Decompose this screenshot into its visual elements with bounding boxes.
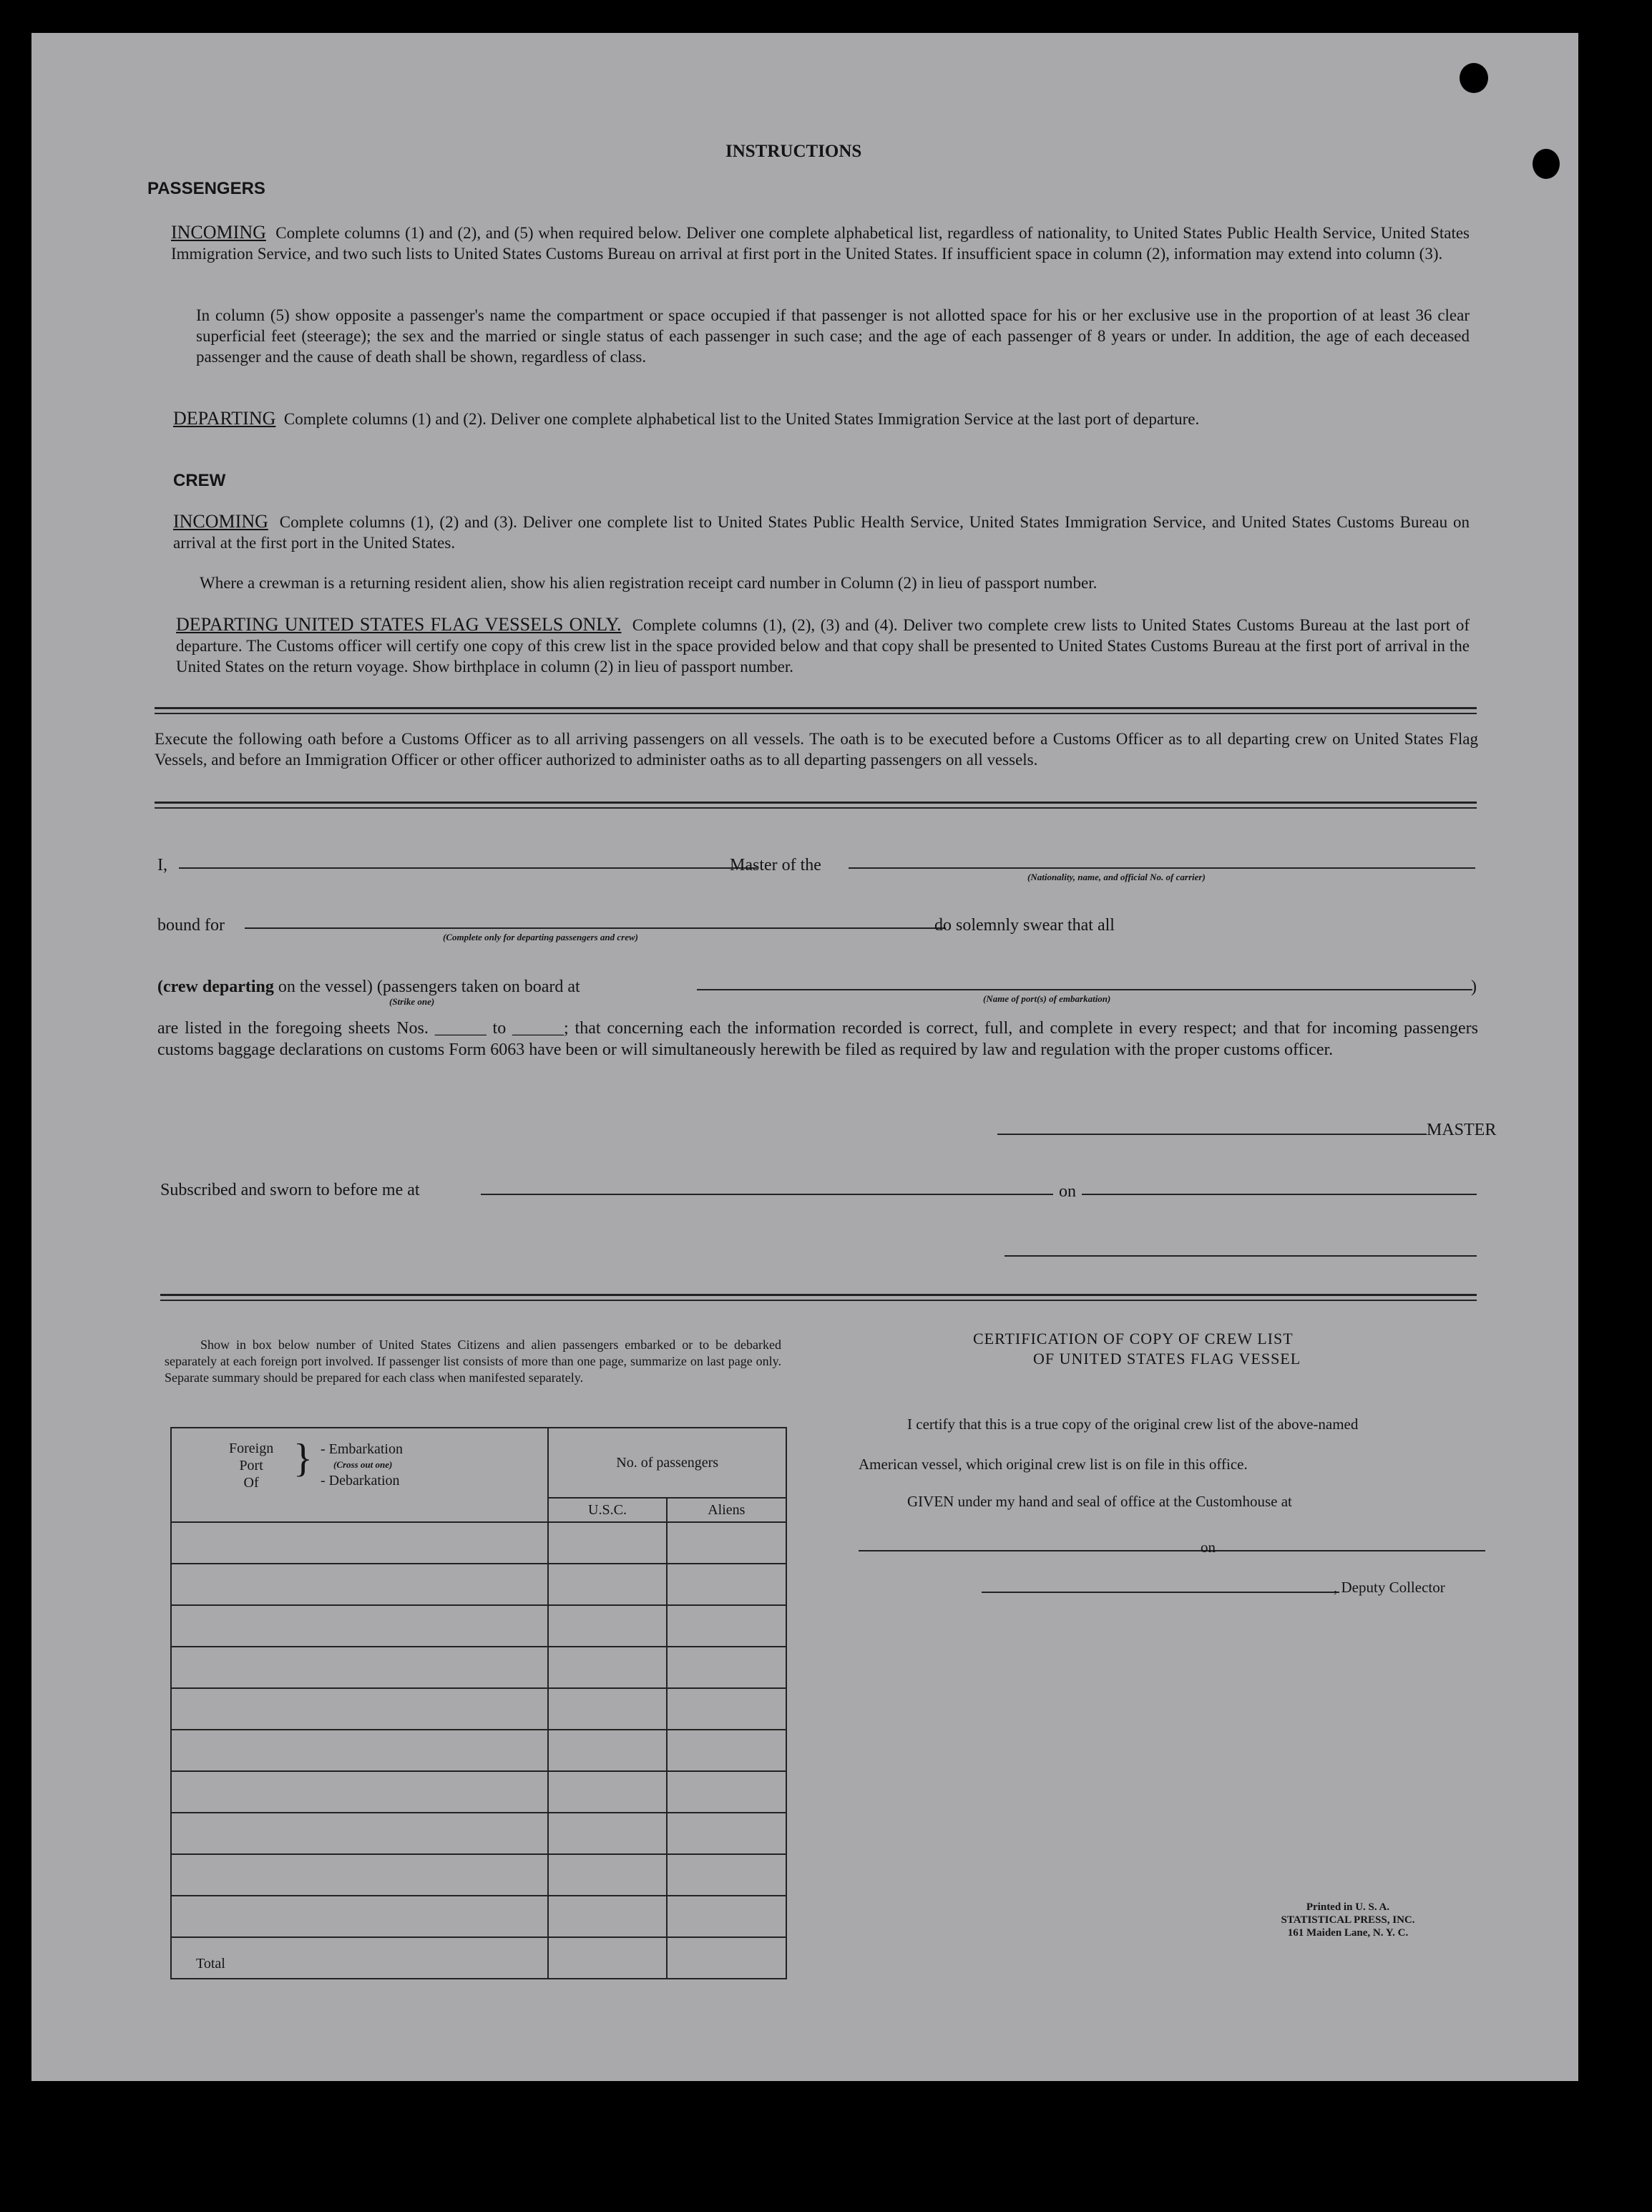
cross-out-caption: (Cross out one) [333, 1459, 393, 1470]
given-text: GIVEN under my hand and seal of office at the Customhouse at [907, 1493, 1292, 1510]
master-of-label: Master of the [730, 856, 821, 874]
passenger-summary-table [170, 1427, 787, 1979]
bound-for-label: bound for [157, 916, 225, 935]
port-cell[interactable] [171, 1896, 548, 1937]
passengers-heading: PASSENGERS [147, 179, 265, 198]
crew-departing-text: Complete columns (1), (2), (3) and (4). Deliver two complete crew lists to United States Customs Bureau at the last port of departure. The Customs officer will certify one copy of this crew list in the space provided below and that copy shall be presented to United States Customs Bureau at the first port of arrival in the United States on the return voyage. Show birthplace in column (2) in lieu of passport number. [176, 616, 1470, 676]
total-label: Total [171, 1937, 548, 1979]
bound-caption: (Complete only for departing passengers and crew) [443, 932, 638, 942]
aliens-cell[interactable] [667, 1771, 786, 1813]
subscribed-on-label: on [1059, 1182, 1076, 1201]
subscribed-date-field[interactable] [1082, 1194, 1477, 1195]
no-of-passengers-header: No. of passengers [548, 1428, 786, 1498]
passengers-departing-paragraph [173, 408, 1470, 429]
bound-for-field[interactable] [245, 927, 946, 929]
usc-total-cell[interactable] [548, 1937, 666, 1979]
embarkation-option[interactable]: - Embarkation [321, 1441, 403, 1457]
header-of: Of [243, 1475, 259, 1491]
certification-title-line1: CERTIFICATION OF COPY OF CREW LIST [973, 1330, 1294, 1348]
printer-imprint [1255, 1901, 1441, 1939]
crew-heading: CREW [173, 471, 226, 490]
master-signature-field[interactable] [997, 1134, 1427, 1135]
passengers-incoming-paragraph [171, 222, 1470, 264]
printer-line1: Printed in U. S. A. [1306, 1901, 1390, 1913]
debarkation-option[interactable]: - Debarkation [321, 1473, 400, 1489]
port-cell[interactable] [171, 1854, 548, 1896]
aliens-cell[interactable] [667, 1730, 786, 1771]
embarkation-port-field[interactable] [697, 989, 1472, 990]
usc-cell[interactable] [548, 1605, 666, 1647]
page-title: INSTRUCTIONS [725, 142, 862, 161]
port-cell[interactable] [171, 1647, 548, 1688]
officer-signature-field[interactable] [1005, 1255, 1477, 1257]
crew-incoming-paragraph [173, 511, 1470, 553]
crew-resident-text: Where a crewman is a returning resident alien, show his alien registration receipt card number in Column (2) in lieu of passport number. [200, 574, 1098, 592]
ports-caption: (Name of port(s) of embarkation) [983, 993, 1111, 1004]
carrier-field[interactable] [849, 867, 1475, 869]
passengers-column5-text: In column (5) show opposite a passenger's name the compartment or space occupied if that passenger is not allotted space for his or her exclusive use in the proportion of at least 36 clear superficial feet (steerage); the sex and the married or single status of each passenger in such case; and the age of each passenger of 8 years or under. In addition, the age of each deceased passenger and the cause of death shall be shown, regardless of class. [196, 306, 1470, 366]
certification-title-line2: OF UNITED STATES FLAG VESSEL [1033, 1350, 1301, 1368]
oath-intro: Execute the following oath before a Customs Officer as to all arriving passengers on all vessels. The oath is to be executed before a Customs Officer as to all departing crew on United States Flag Vessels, and before an Immigration Officer or other officer authorized to administer oaths as to all departing passengers on all vessels. [155, 730, 1478, 769]
close-paren: ) [1471, 978, 1477, 996]
on-vessel-label: on the vessel) (passengers taken on board at [278, 978, 580, 996]
passengers-departing-label: DEPARTING [173, 408, 276, 429]
foreign-port-of-label [229, 1440, 273, 1491]
usc-header: U.S.C. [548, 1498, 666, 1522]
usc-cell[interactable] [548, 1854, 666, 1896]
divider [155, 707, 1477, 709]
aliens-cell[interactable] [667, 1647, 786, 1688]
usc-cell[interactable] [548, 1813, 666, 1854]
port-header-cell [171, 1428, 548, 1522]
printer-line2: STATISTICAL PRESS, INC. [1281, 1914, 1415, 1926]
subscribed-label: Subscribed and sworn to before me at [160, 1181, 420, 1199]
crew-departing-paragraph [176, 614, 1470, 677]
usc-cell[interactable] [548, 1522, 666, 1564]
aliens-total-cell[interactable] [667, 1937, 786, 1979]
divider [155, 807, 1477, 809]
port-cell[interactable] [171, 1771, 548, 1813]
divider [155, 713, 1477, 714]
aliens-cell[interactable] [667, 1605, 786, 1647]
printer-line3: 161 Maiden Lane, N. Y. C. [1287, 1927, 1409, 1939]
port-cell[interactable] [171, 1688, 548, 1730]
master-label: MASTER [1427, 1121, 1497, 1139]
usc-cell[interactable] [548, 1688, 666, 1730]
deputy-collector-label: , Deputy Collector [1334, 1579, 1445, 1596]
aliens-cell[interactable] [667, 1688, 786, 1730]
certify-line2: American vessel, which original crew list is on file in this office. [859, 1456, 1248, 1473]
crew-incoming-text: Complete columns (1), (2) and (3). Deliver one complete list to United States Public Health Service, United States Immigration Service, and United States Customs Bureau on arrival at the first port in the United States. [173, 513, 1470, 552]
passengers-incoming-text: Complete columns (1) and (2), and (5) when required below. Deliver one complete alphabetical list, regardless of nationality, to United States Public Health Service, United States Immigration Service, and two such lists to United States Customs Bureau on arrival at first port in the United States. If insufficient space in column (2), information may extend into column (3). [171, 224, 1470, 263]
certification-date-field[interactable] [1223, 1550, 1485, 1551]
summary-note: Show in box below number of United States Citizens and alien passengers embarked or to be debarked separately at each foreign port involved. If passenger list consists of more than one page, summarize on last page only. Separate summary should be prepared for each class when manifested separately. [165, 1338, 781, 1385]
passengers-incoming-label: INCOMING [171, 222, 266, 243]
divider [155, 802, 1477, 804]
crew-departing-label: DEPARTING UNITED STATES FLAG VESSELS ONLY. [176, 614, 622, 635]
embark-debark-options [321, 1441, 403, 1489]
certification-on-label: on [1201, 1539, 1216, 1556]
port-cell[interactable] [171, 1605, 548, 1647]
usc-cell[interactable] [548, 1564, 666, 1605]
port-cell[interactable] [171, 1522, 548, 1564]
form-sheet [31, 33, 1578, 2081]
port-cell[interactable] [171, 1564, 548, 1605]
passengers-departing-text: Complete columns (1) and (2). Deliver one complete alphabetical list to the United States Immigration Service at the last port of departure. [283, 410, 1200, 428]
crew-departing-option: (crew departing [157, 978, 274, 996]
aliens-cell[interactable] [667, 1813, 786, 1854]
brace-icon: } [293, 1436, 313, 1481]
certify-line1: I certify that this is a true copy of the original crew list of the above-named [907, 1416, 1359, 1433]
divider [160, 1300, 1477, 1301]
carrier-caption: (Nationality, name, and official No. of carrier) [1027, 872, 1206, 882]
usc-cell[interactable] [548, 1771, 666, 1813]
header-foreign: Foreign [229, 1441, 274, 1456]
punch-hole-right [1533, 149, 1560, 179]
customhouse-field[interactable] [859, 1550, 1231, 1551]
master-name-field[interactable] [179, 867, 757, 869]
deputy-collector-signature-field[interactable] [982, 1592, 1339, 1593]
aliens-cell[interactable] [667, 1896, 786, 1937]
aliens-cell[interactable] [667, 1854, 786, 1896]
aliens-header: Aliens [667, 1498, 786, 1522]
usc-cell[interactable] [548, 1730, 666, 1771]
strike-caption: (Strike one) [389, 996, 435, 1007]
aliens-cell[interactable] [667, 1522, 786, 1564]
divider [160, 1294, 1477, 1296]
port-cell[interactable] [171, 1730, 548, 1771]
crew-passengers-line [157, 978, 580, 997]
usc-cell[interactable] [548, 1896, 666, 1937]
crew-incoming-label: INCOMING [173, 511, 268, 532]
oath-i-label: I, [157, 856, 167, 874]
sheets-statement: are listed in the foregoing sheets Nos. ______ to ______; that concerning each the information recorded is correct, full, and complete in every respect; and that for incoming passengers customs baggage declarations on customs Form 6063 have been or will simultaneously herewith be filed as required by law and regulation with the proper customs officer. [157, 1019, 1478, 1059]
port-cell[interactable] [171, 1813, 548, 1854]
subscribed-place-field[interactable] [481, 1194, 1053, 1195]
aliens-cell[interactable] [667, 1564, 786, 1605]
swear-label: do solemnly swear that all [934, 916, 1115, 935]
header-port: Port [239, 1458, 263, 1473]
punch-hole-top [1460, 63, 1488, 93]
usc-cell[interactable] [548, 1647, 666, 1688]
